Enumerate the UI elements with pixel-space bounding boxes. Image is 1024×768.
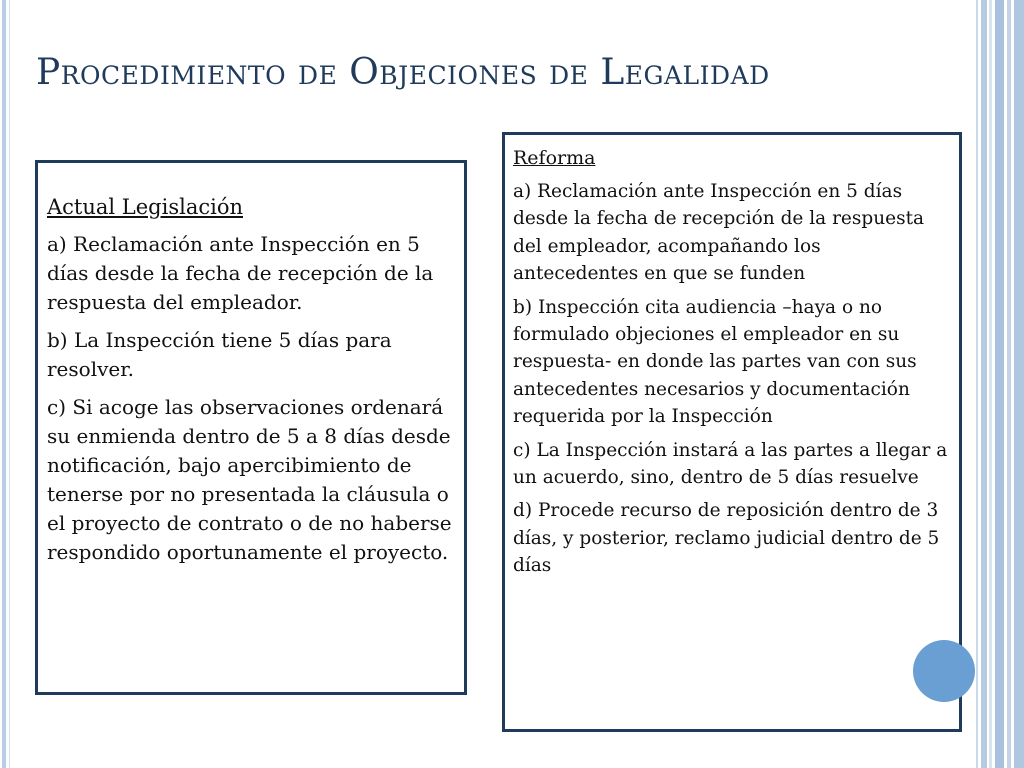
current-legislation-heading: Actual Legislación bbox=[47, 195, 243, 219]
current-legislation-item-b: b) La Inspección tiene 5 días para resolver. bbox=[47, 328, 392, 381]
current-legislation-item-c: c) Si acoge las observaciones ordenará su enmienda dentro de 5 a 8 días desde notificación, bajo apercibimiento de tenerse por no presentada la cláusula o el proyecto de contrato o de no haberse respondido oportunamente el proyecto. bbox=[47, 395, 452, 564]
slide-title: Procedimiento de Objeciones de Legalidad bbox=[36, 52, 770, 93]
decorative-circle bbox=[913, 640, 975, 702]
current-legislation-box bbox=[35, 160, 467, 695]
left-decorative-rule bbox=[0, 0, 14, 768]
reform-item-b: b) Inspección cita audiencia –haya o no formulado objeciones el empleador en su respuesta- en donde las partes van con sus antecedentes necesarios y documentación requerida por la Inspección bbox=[513, 296, 917, 428]
reform-heading: Reforma bbox=[513, 147, 596, 169]
current-legislation-item-a: a) Reclamación ante Inspección en 5 días desde la fecha de recepción de la respuesta del empleador. bbox=[47, 232, 434, 314]
reform-box bbox=[502, 132, 962, 732]
reform-item-d: d) Procede recurso de reposición dentro de 3 días, y posterior, reclamo judicial dentro de 5 días bbox=[513, 500, 940, 577]
reform-item-a: a) Reclamación ante Inspección en 5 días desde la fecha de recepción de la respuesta del empleador, acompañando los antecedentes en que se funden bbox=[513, 181, 925, 285]
reform-item-c: c) La Inspección instará a las partes a llegar a un acuerdo, sino, dentro de 5 días resuelve bbox=[513, 439, 948, 489]
right-decorative-stripes bbox=[976, 0, 1024, 768]
